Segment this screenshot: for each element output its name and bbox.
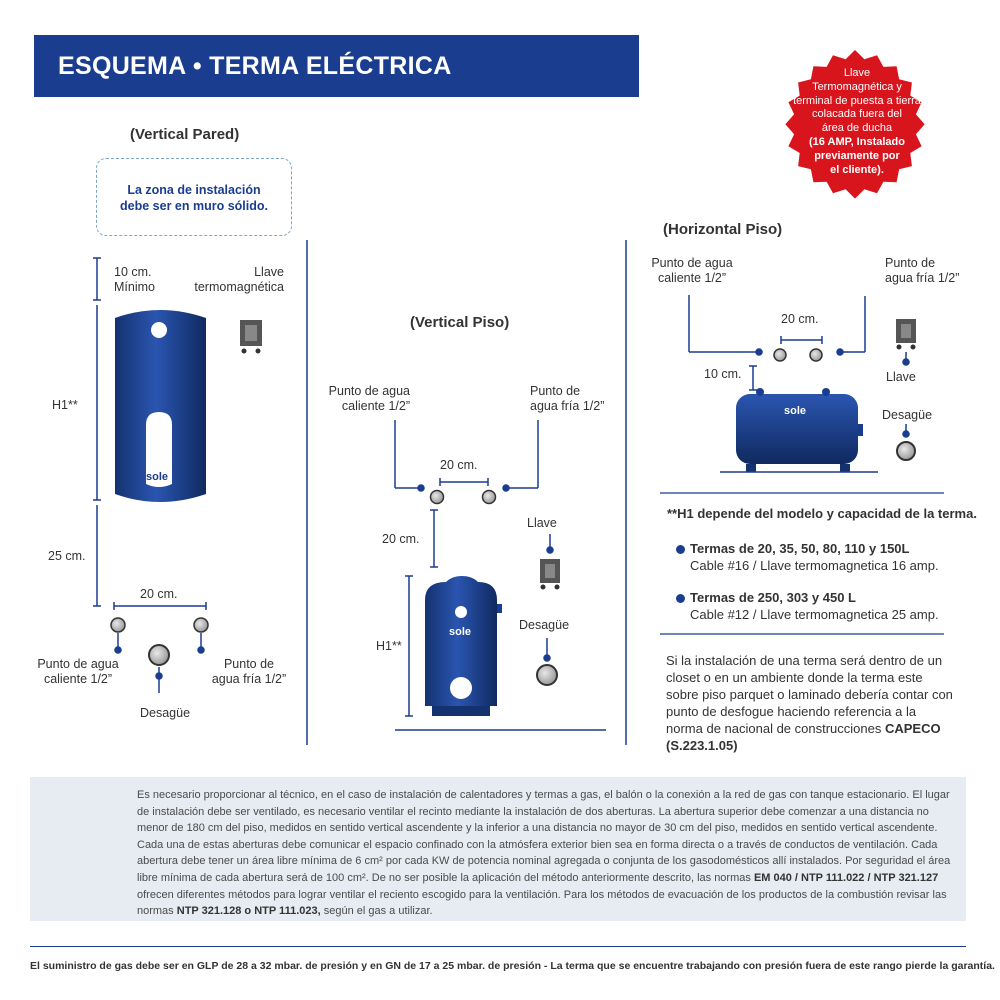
vpi-breaker-icon <box>540 534 560 590</box>
vpi-h1-label: H1** <box>376 639 402 653</box>
hp-20cm-label: 20 cm. <box>781 312 819 326</box>
seal-badge-text: Llave Termomagnética y terminal de puesta a tierra colacada fuera del área de ducha (16 AMP, Instalado previamente por el cliente). <box>793 67 921 176</box>
vpi-dimension-20v <box>430 510 438 567</box>
vp-hot-valve <box>111 618 125 632</box>
vpi-tank <box>425 576 502 716</box>
hp-breaker-icon <box>896 319 916 365</box>
vpi-breaker-label: Llave <box>527 516 557 530</box>
vp-cold-water-label: Punto de agua fría 1/2” <box>211 657 287 686</box>
hp-hot-water-label: Punto de agua caliente 1/2” <box>651 256 733 285</box>
bullet-title-1: Termas de 20, 35, 50, 80, 110 y 150L <box>690 541 910 556</box>
vp-breaker-icon <box>240 320 262 354</box>
bullet-title-2: Termas de 250, 303 y 450 L <box>690 590 856 605</box>
hp-cold-water-label: Punto de agua fría 1/2” <box>885 256 960 285</box>
hp-tank <box>736 388 863 472</box>
vpi-cold-water-label: Punto de agua fría 1/2” <box>530 384 605 413</box>
vpi-hot-water-label: Punto de agua caliente 1/2” <box>328 384 410 413</box>
bullet-dot <box>676 545 685 554</box>
vp-breaker-label: Llave termomagnética <box>194 265 284 294</box>
hp-pipes <box>689 295 865 355</box>
closet-installation-note: Si la instalación de una terma será dentro de un closet o en un ambiente donde la terma este sobre piso parquet o laminado debería contar con punto de desfogue haciendo referencia a la norma de nacional de construcciones CAPECO (S.223.1.05) <box>666 653 953 753</box>
installation-zone-text: La zona de instalación debe ser en muro sólido. <box>120 183 268 213</box>
h1-footnote: **H1 depende del modelo y capacidad de la terma. <box>667 506 977 521</box>
vpi-dimension-h1 <box>405 576 413 716</box>
vpi-20cm-h-label: 20 cm. <box>440 458 478 472</box>
hp-dimension-20 <box>781 336 822 344</box>
vp-brand-logo: sole <box>146 471 169 483</box>
vpi-dimension-20h <box>440 478 488 486</box>
vpi-hot-valve <box>431 491 444 504</box>
vp-dimension-left <box>93 258 101 606</box>
vp-drain-valve <box>149 645 169 665</box>
hp-drain <box>903 424 909 437</box>
vpi-drain-valve <box>537 665 557 685</box>
vpi-20cm-v-label: 20 cm. <box>382 532 420 546</box>
vpi-brand-logo: sole <box>449 626 472 638</box>
hp-cold-valve <box>810 349 822 361</box>
gas-pressure-footer: El suministro de gas debe ser en GLP de 28 a 32 mbar. de presión y en GN de 17 a 25 mbar. de presión - La terma que se encuentre trabajando con presión fuera de este rango pierde la garantía. <box>30 960 995 972</box>
vpi-drain-label: Desagüe <box>519 618 570 632</box>
vp-20cm-label: 20 cm. <box>140 587 178 601</box>
vertical-pared-title: (Vertical Pared) <box>130 126 240 143</box>
vp-25cm-label: 25 cm. <box>48 549 86 563</box>
gas-info-text: Es necesario proporcionar al técnico, en el caso de instalación de calentadores y termas a gas, el balón o la conexión a la red de gas con tanque estacionario. El lugar de instalación debe ser ventilado, es necesario ventilar el recinto mediante la instalación de dos aberturas. La abertura superior debe comenzar a una distancia no menor de 180 cm del piso, medidos en sentido vertical ascendente y la inferior a una distancia no mayor de 30 cm del piso, medidos en sentido vertical ascendente. Cada una de estas aberturas debe comunicar el espacio confinado con la atmósfera exterior bien sea en forma directa o a través de conductos de ventilación. Cada abertura debe tener un área libre mínima de 6 cm² por cada KW de potencia nominal agregada o conjunta de los gasodomésticos allí instalados. Por seguridad el área libre mínima de cada abertura será de 100 cm². De no ser posible la aplicación del método anteriormente descrito, las normas EM 040 / NTP 111.022 / NTP 321.127 ofrecen diferentes métodos para lograr ventilar el reciento escogido para la ventilación. Para los métodos de evacuación de los productos de la combustión revisar las normas NTP 321.128 o NTP 111.023, según el gas a utilizar. <box>137 789 951 918</box>
vpi-cold-valve <box>483 491 496 504</box>
vpi-drain <box>544 638 550 661</box>
vp-hot-water-label: Punto de agua caliente 1/2” <box>37 657 119 686</box>
vp-min-distance-label: 10 cm. Mínimo <box>114 265 155 294</box>
vp-dimension-20 <box>114 602 206 610</box>
hp-hot-valve <box>774 349 786 361</box>
bullet-sub-2: Cable #12 / Llave termomagnetica 25 amp. <box>690 607 939 622</box>
hp-brand-logo: sole <box>784 405 807 417</box>
vp-cold-valve <box>194 618 208 632</box>
hp-10cm-label: 10 cm. <box>704 367 742 381</box>
hp-dimension-10 <box>749 366 757 390</box>
horizontal-piso-title: (Horizontal Piso) <box>663 221 783 238</box>
vertical-piso-title: (Vertical Piso) <box>410 314 510 331</box>
vpi-pipes <box>395 420 538 491</box>
bullet-sub-1: Cable #16 / Llave termomagnetica 16 amp. <box>690 558 939 573</box>
footer-divider <box>30 946 966 947</box>
hp-drain-label: Desagüe <box>882 408 933 422</box>
vp-h1-label: H1** <box>52 398 78 412</box>
page-title: ESQUEMA • TERMA ELÉCTRICA <box>58 52 452 80</box>
hp-drain-valve <box>897 442 915 460</box>
bullet-dot <box>676 594 685 603</box>
vp-drain-label: Desagüe <box>140 706 191 720</box>
hp-breaker-label: Llave <box>886 370 916 384</box>
